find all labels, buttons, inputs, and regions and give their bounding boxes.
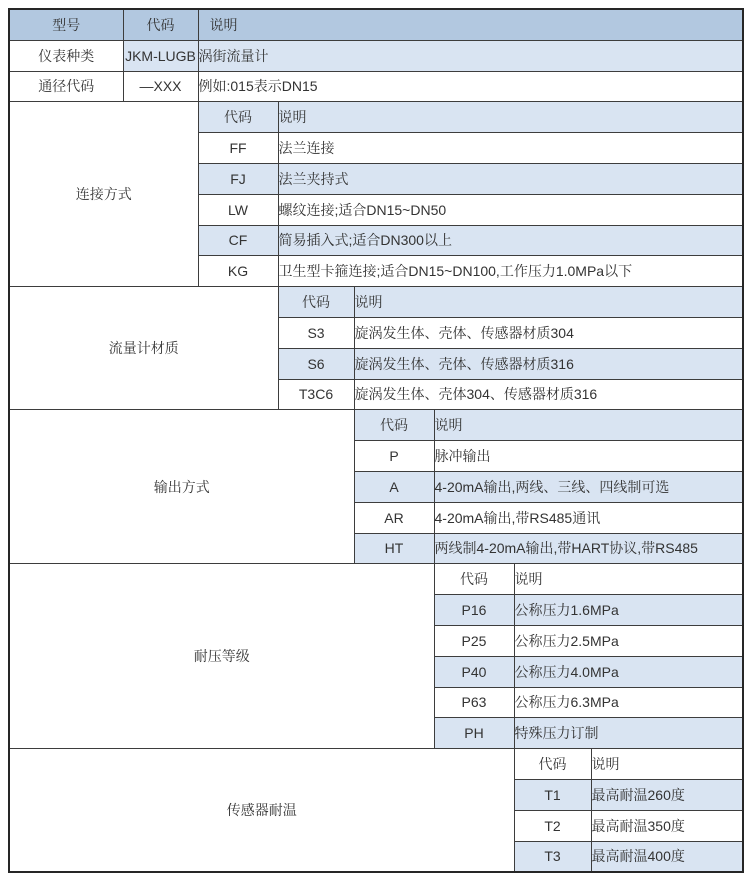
desc-cell: 公称压力2.5MPa: [514, 625, 743, 656]
code-cell: AR: [354, 502, 434, 533]
code-cell: LW: [198, 194, 278, 225]
nested-desc-header: 说明: [434, 410, 743, 441]
desc-cell: 4-20mA输出,两线、三线、四线制可选: [434, 471, 743, 502]
desc-cell: 法兰连接: [278, 133, 743, 164]
table-header-row: [9, 9, 743, 40]
desc-cell: 最高耐温350度: [591, 810, 743, 841]
nested-desc-header: 说明: [354, 287, 743, 318]
code-cell: P25: [434, 625, 514, 656]
desc-cell: 4-20mA输出,带RS485通讯: [434, 502, 743, 533]
row-label-cell: 通径代码: [9, 71, 123, 102]
code-cell: JKM-LUGB: [123, 40, 198, 71]
code-cell: HT: [354, 533, 434, 564]
desc-cell: 旋涡发生体、壳体304、传感器材质316: [354, 379, 743, 410]
desc-cell: 旋涡发生体、壳体、传感器材质316: [354, 348, 743, 379]
table-row: [9, 410, 743, 441]
code-cell: A: [354, 471, 434, 502]
nested-code-header: 代码: [514, 749, 591, 780]
nested-code-header: 代码: [434, 564, 514, 595]
code-cell: T3: [514, 841, 591, 872]
desc-cell: 公称压力4.0MPa: [514, 656, 743, 687]
desc-cell: 例如:015表示DN15: [198, 71, 743, 102]
desc-cell: 公称压力1.6MPa: [514, 595, 743, 626]
desc-cell: 特殊压力订制: [514, 718, 743, 749]
nested-desc-header: 说明: [278, 102, 743, 133]
section-label-cell: 输出方式: [9, 410, 354, 564]
row-label-cell: 仪表种类: [9, 40, 123, 71]
desc-cell: 公称压力6.3MPa: [514, 687, 743, 718]
nested-desc-header: 说明: [514, 564, 743, 595]
nested-desc-header: 说明: [591, 749, 743, 780]
code-cell: P16: [434, 595, 514, 626]
table-row: [9, 102, 743, 133]
code-cell: T1: [514, 779, 591, 810]
code-cell: S3: [278, 317, 354, 348]
desc-cell: 涡街流量计: [198, 40, 743, 71]
code-cell: T2: [514, 810, 591, 841]
desc-cell: 两线制4-20mA输出,带HART协议,带RS485: [434, 533, 743, 564]
header-code-cell: 代码: [123, 9, 198, 40]
nested-code-header: 代码: [278, 287, 354, 318]
table-row: [9, 564, 743, 595]
code-cell: FJ: [198, 163, 278, 194]
code-cell: FF: [198, 133, 278, 164]
desc-cell: 简易插入式;适合DN300以上: [278, 225, 743, 256]
desc-cell: 螺纹连接;适合DN15~DN50: [278, 194, 743, 225]
desc-cell: 脉冲输出: [434, 441, 743, 472]
code-cell: CF: [198, 225, 278, 256]
table-row: [9, 71, 743, 102]
code-cell: P40: [434, 656, 514, 687]
nested-code-header: 代码: [198, 102, 278, 133]
header-desc-cell: 说明: [198, 9, 743, 40]
section-label-cell: 传感器耐温: [9, 749, 514, 873]
desc-cell: 旋涡发生体、壳体、传感器材质304: [354, 317, 743, 348]
code-cell: T3C6: [278, 379, 354, 410]
section-label-cell: 连接方式: [9, 102, 198, 287]
desc-cell: 最高耐温260度: [591, 779, 743, 810]
code-cell: S6: [278, 348, 354, 379]
table-row: [9, 749, 743, 780]
nested-code-header: 代码: [354, 410, 434, 441]
code-cell: KG: [198, 256, 278, 287]
desc-cell: 最高耐温400度: [591, 841, 743, 872]
header-model-cell: 型号: [9, 9, 123, 40]
model-selection-table: [8, 8, 744, 873]
desc-cell: 卫生型卡箍连接;适合DN15~DN100,工作压力1.0MPa以下: [278, 256, 743, 287]
desc-cell: 法兰夹持式: [278, 163, 743, 194]
section-label-cell: 流量计材质: [9, 287, 278, 410]
code-cell: —XXX: [123, 71, 198, 102]
table-row: [9, 287, 743, 318]
code-cell: P: [354, 441, 434, 472]
section-label-cell: 耐压等级: [9, 564, 434, 749]
table-row: [9, 40, 743, 71]
code-cell: P63: [434, 687, 514, 718]
code-cell: PH: [434, 718, 514, 749]
